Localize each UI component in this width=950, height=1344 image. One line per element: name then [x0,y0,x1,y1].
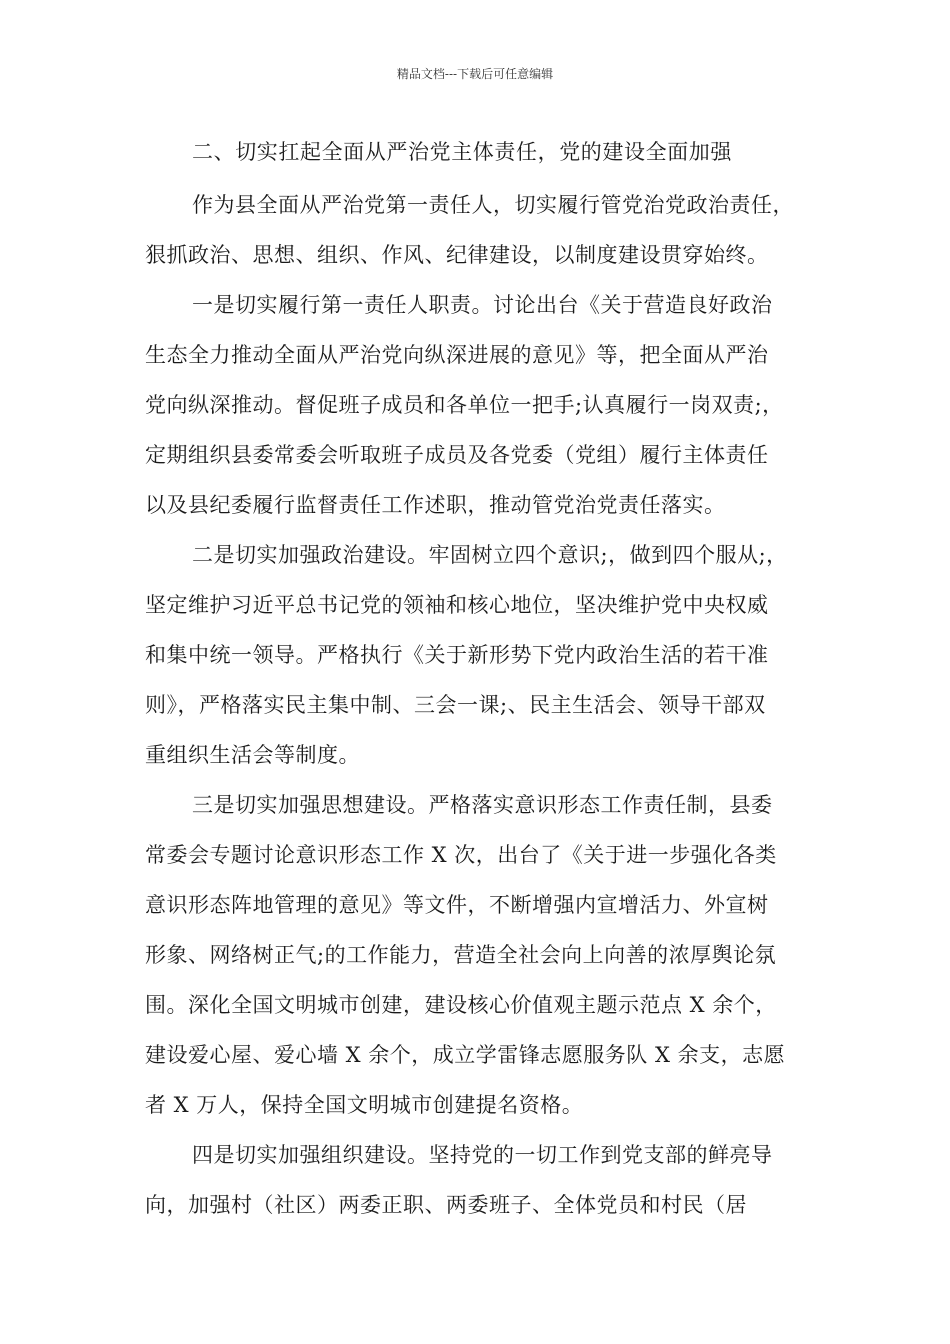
paragraph [145,530,825,780]
text-line: 一是切实履行第一责任人职责。讨论出台《关于营造良好政治 [192,293,773,317]
text-line: 党向纵深推动。督促班子成员和各单位一把手;认真履行一岗双责;， [145,393,784,417]
paragraph [145,280,825,530]
text-line: 坚定维护习近平总书记党的领袖和核心地位，坚决维护党中央权威 [145,593,769,617]
paragraph [145,180,825,280]
text-line: 生态全力推动全面从严治党向纵深进展的意见》等，把全面从严治 [145,343,769,367]
section-heading: 二、切实扛起全面从严治党主体责任，党的建设全面加强 [192,140,732,164]
text-line: 三是切实加强思想建设。严格落实意识形态工作责任制，县委 [192,793,773,817]
text-line: 定期组织县委常委会听取班子成员及各党委（党组）履行主体责任 [145,443,769,467]
text-line: 二是切实加强政治建设。牢固树立四个意识;，做到四个服从;， [192,543,788,567]
text-line: 者 X 万人，保持全国文明城市创建提名资格。 [145,1093,584,1117]
text-line: 重组织生活会等制度。 [145,743,360,767]
text-line: 形象、网络树正气;的工作能力，营造全社会向上向善的浓厚舆论氛 [145,943,777,967]
text-line: 围。深化全国文明城市创建，建设核心价值观主题示范点 X 余个， [145,993,777,1017]
text-line: 四是切实加强组织建设。坚持党的一切工作到党支部的鲜亮导 [192,1143,773,1167]
text-line: 以及县纪委履行监督责任工作述职，推动管党治党责任落实。 [145,493,726,517]
text-line: 常委会专题讨论意识形态工作 X 次，出台了《关于进一步强化各类 [145,843,777,867]
paragraph [145,1130,825,1230]
text-line: 则》，严格落实民主集中制、三会一课;、民主生活会、领导干部双 [145,693,766,717]
text-line: 和集中统一领导。严格执行《关于新形势下党内政治生活的若干准 [145,643,769,667]
text-line: 向，加强村（社区）两委正职、两委班子、全体党员和村民（居 [145,1193,747,1217]
paragraph [145,780,825,1130]
document-body [145,180,825,1230]
text-line: 作为县全面从严治党第一责任人，切实履行管党治党政治责任， [192,193,794,217]
page-header: 精品文档---下载后可任意编辑 [396,67,554,81]
text-line: 建设爱心屋、爱心墙 X 余个，成立学雷锋志愿服务队 X 余支，志愿 [145,1043,786,1067]
text-line: 狠抓政治、思想、组织、作风、纪律建设，以制度建设贯穿始终。 [145,243,769,267]
text-line: 意识形态阵地管理的意见》等文件，不断增强内宣增活力、外宣树 [145,893,769,917]
